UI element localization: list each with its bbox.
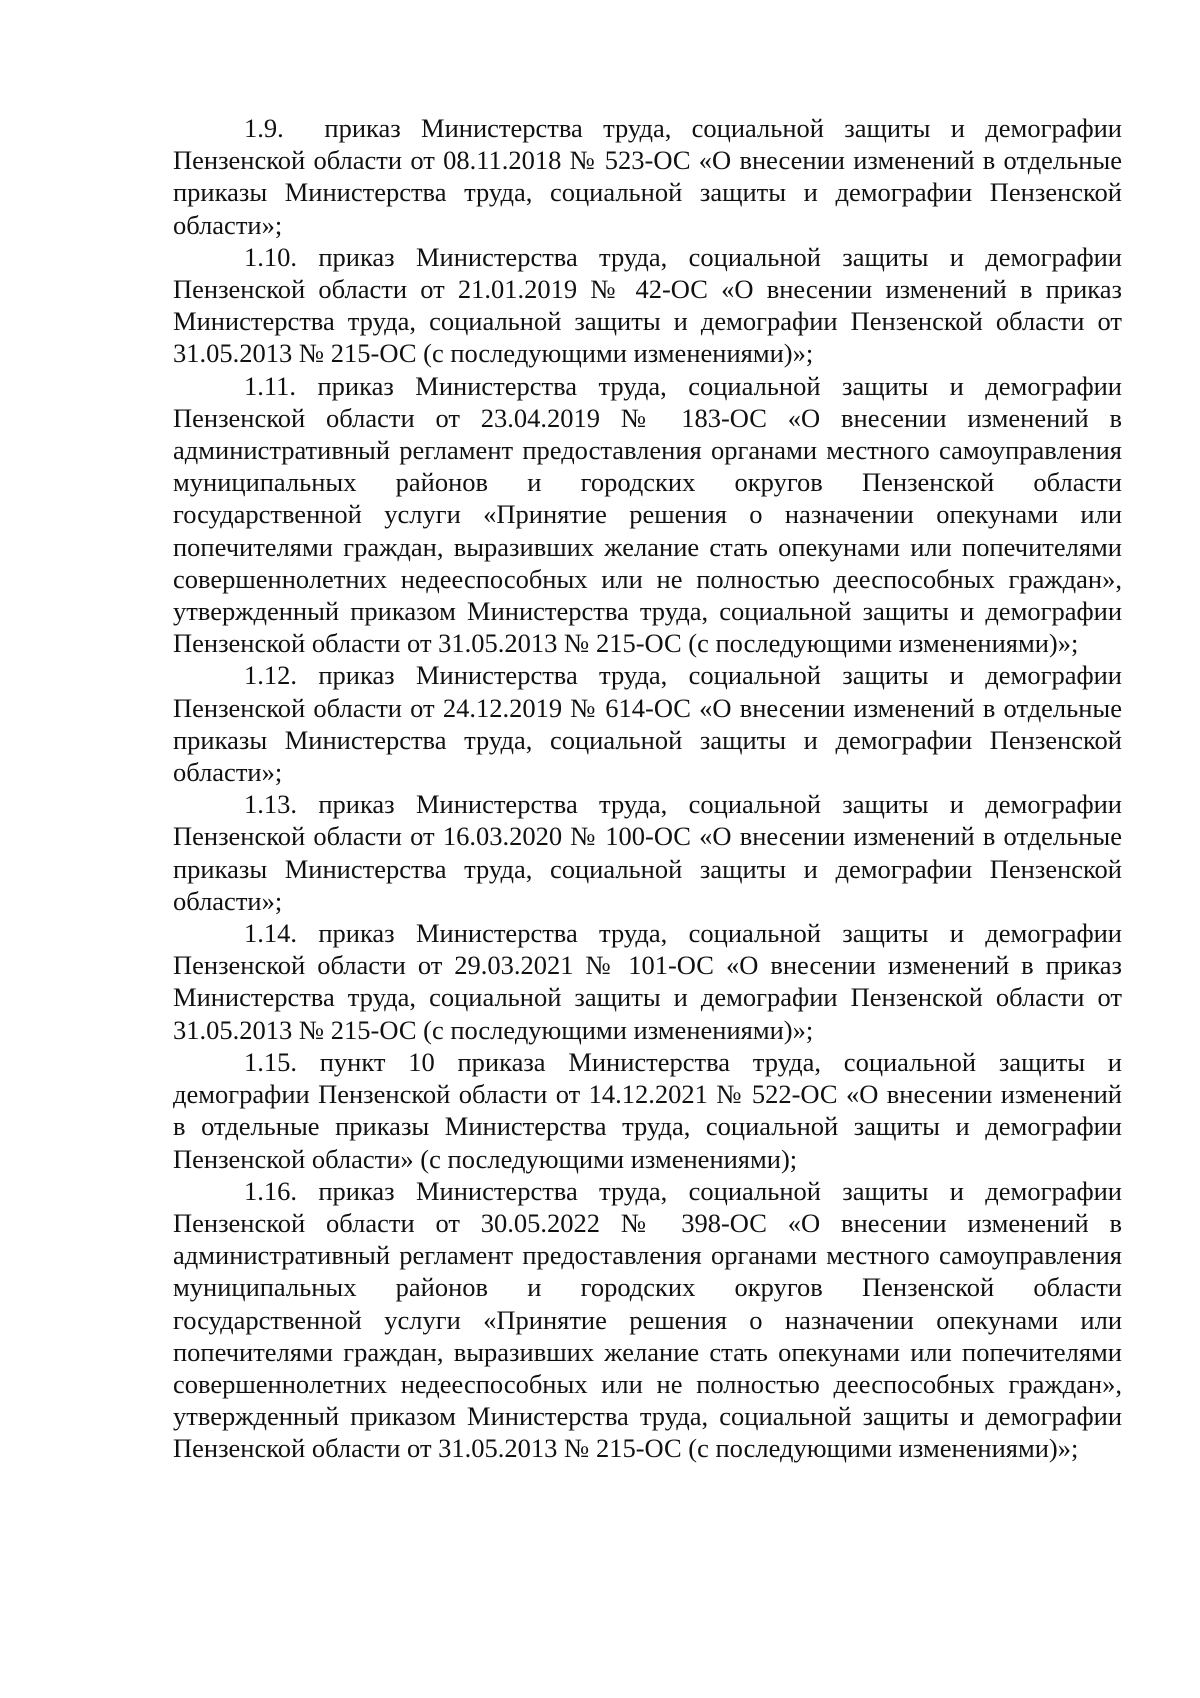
list-item-1-11: 1.11. приказ Министерства труда, социальной защиты и демографии Пензенской области от 23.04.2019 № 183-ОС «О внесении изменений в административный регламент предоставления органами местного самоуправления муниципальных районов и городских округов Пензенской области государственной услуги «Принятие решения о назначении опекунами или попечителями граждан, выразивших желание стать опекунами или попечителями совершеннолетних недееспособных или не полностью дееспособных граждан», утвержденный приказом Министерства труда, социальной защиты и демографии Пензенской области от 31.05.2013 № 215-ОС (с последующими изменениями)»; xyxy=(173,370,1122,659)
list-item-1-10: 1.10. приказ Министерства труда, социальной защиты и демографии Пензенской области от 21.01.2019 № 42-ОС «О внесении изменений в приказ Министерства труда, социальной защиты и демографии Пензенской области от 31.05.2013 № 215-ОС (с последующими изменениями)»; xyxy=(173,241,1122,369)
list-item-1-13: 1.13. приказ Министерства труда, социальной защиты и демографии Пензенской области от 16.03.2020 № 100-ОС «О внесении изменений в отдельные приказы Министерства труда, социальной защиты и демографии Пензенской области»; xyxy=(173,789,1122,916)
list-item-1-14: 1.14. приказ Министерства труда, социальной защиты и демографии Пензенской области от 29.03.2021 № 101-ОС «О внесении изменений в приказ Министерства труда, социальной защиты и демографии Пензенской области от 31.05.2013 № 215-ОС (с последующими изменениями)»; xyxy=(173,918,1122,1045)
list-item-1-16: 1.16. приказ Министерства труда, социальной защиты и демографии Пензенской области от 30.05.2022 № 398-ОС «О внесении изменений в административный регламент предоставления органами местного самоуправления муниципальных районов и городских округов Пензенской области государственной услуги «Принятие решения о назначении опекунами или попечителями граждан, выразивших желание стать опекунами или попечителями совершеннолетних недееспособных или не полностью дееспособных граждан», утвержденный приказом Министерства труда, социальной защиты и демографии Пензенской области от 31.05.2013 № 215-ОС (с последующими изменениями)»; xyxy=(173,1175,1122,1464)
list-item-1-15: 1.15. пункт 10 приказа Министерства труда, социальной защиты и демографии Пензенской области от 14.12.2021 № 522-ОС «О внесении изменений в отдельные приказы Министерства труда, социальной защиты и демографии Пензенской области» (с последующими изменениями); xyxy=(173,1046,1122,1174)
list-item-1-12: 1.12. приказ Министерства труда, социальной защиты и демографии Пензенской области от 24.12.2019 № 614-ОС «О внесении изменений в отдельные приказы Министерства труда, социальной защиты и демографии Пензенской области»; xyxy=(173,660,1122,788)
document-body xyxy=(173,112,1122,1465)
list-item-1-9: 1.9. приказ Министерства труда, социальной защиты и демографии Пензенской области от 08.11.2018 № 523-ОС «О внесении изменений в отдельные приказы Министерства труда, социальной защиты и демографии Пензенской области»; xyxy=(173,113,1122,240)
